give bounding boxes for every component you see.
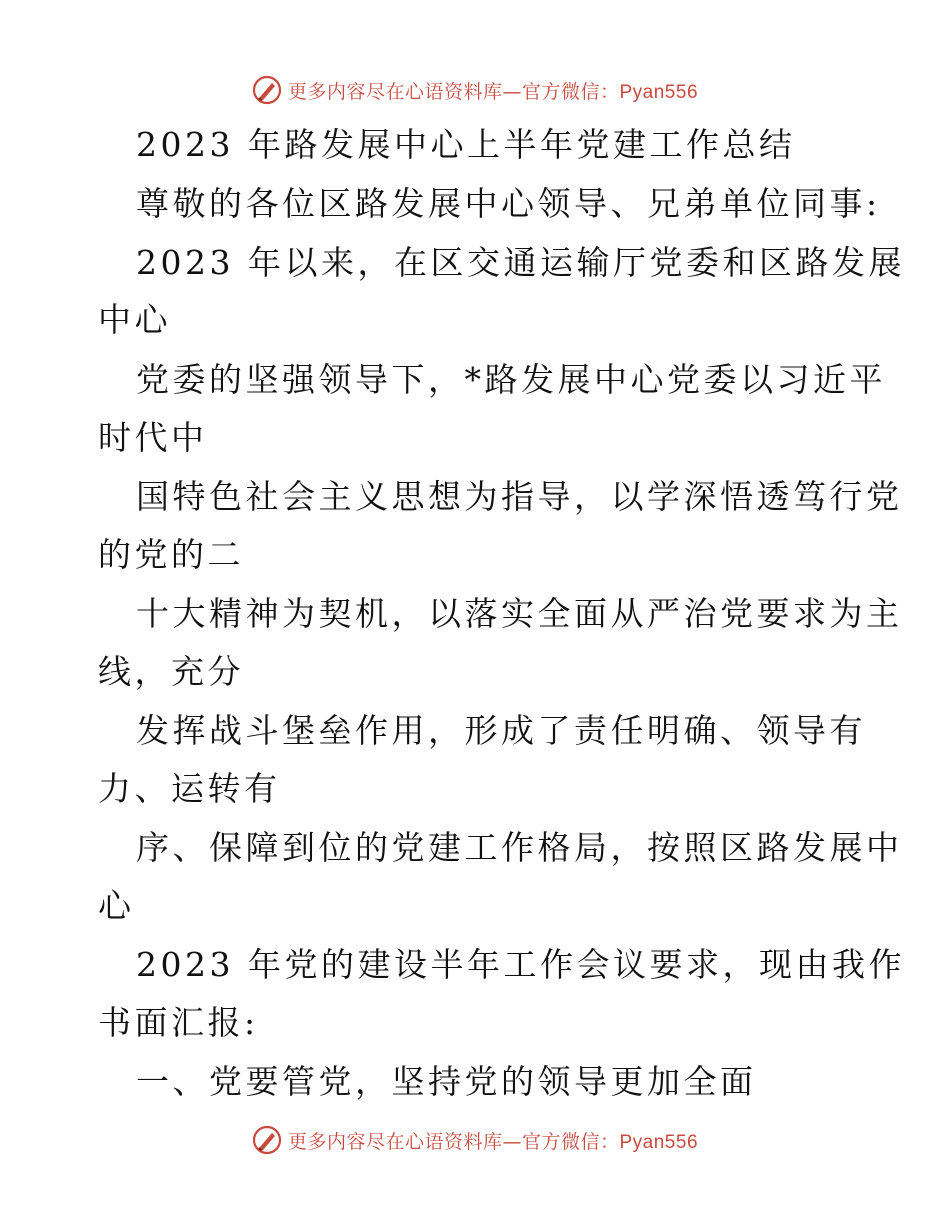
watermark-title: 更多内容尽在心语资料库: [287, 1130, 503, 1153]
pen-logo-icon: [252, 75, 282, 105]
paragraph-line: 力、运转有: [98, 769, 281, 808]
paragraph-line: 2023 年党的建设半年工作会议要求，现由我作: [136, 945, 905, 984]
watermark-suffix: 官方微信：: [521, 1130, 620, 1153]
paragraph-line: 2023 年以来，在区交通运输厅党委和区路发展: [136, 243, 905, 282]
paragraph-line: 中心: [98, 300, 171, 339]
watermark-footer: [0, 1120, 950, 1160]
watermark-title: 更多内容尽在心语资料库: [287, 80, 503, 103]
paragraph-line: 时代中: [98, 418, 208, 457]
watermark-id: Pyan556: [619, 1131, 699, 1153]
paragraph-line: 线，充分: [98, 652, 244, 691]
paragraph-line: 国特色社会主义思想为指导，以学深悟透笃行党: [136, 477, 903, 516]
watermark-header: [0, 70, 950, 110]
pen-logo-icon: [252, 1125, 282, 1155]
section-heading: 一、党要管党，坚持党的领导更加全面: [136, 1062, 757, 1101]
salutation: 尊敬的各位区路发展中心领导、兄弟单位同事:: [136, 184, 881, 223]
watermark-text: [288, 1127, 698, 1154]
paragraph-line: 发挥战斗堡垒作用，形成了责任明确、领导有: [136, 711, 866, 750]
document-title: 2023 年路发展中心上半年党建工作总结: [136, 125, 796, 164]
watermark-text: [288, 77, 698, 104]
paragraph-line: 的党的二: [98, 535, 244, 574]
paragraph-line: 序、保障到位的党建工作格局，按照区路发展中: [136, 828, 903, 867]
watermark-id: Pyan556: [619, 81, 699, 103]
watermark-separator: —: [502, 1130, 522, 1153]
paragraph-line: 党委的坚强领导下，*路发展中心党委以习近平: [136, 360, 886, 399]
watermark-suffix: 官方微信：: [521, 80, 620, 103]
paragraph-line: 书面汇报:: [98, 1003, 259, 1042]
watermark-separator: —: [502, 80, 522, 103]
paragraph-line: 十大精神为契机，以落实全面从严治党要求为主: [136, 594, 903, 633]
paragraph-line: 心: [98, 886, 135, 925]
